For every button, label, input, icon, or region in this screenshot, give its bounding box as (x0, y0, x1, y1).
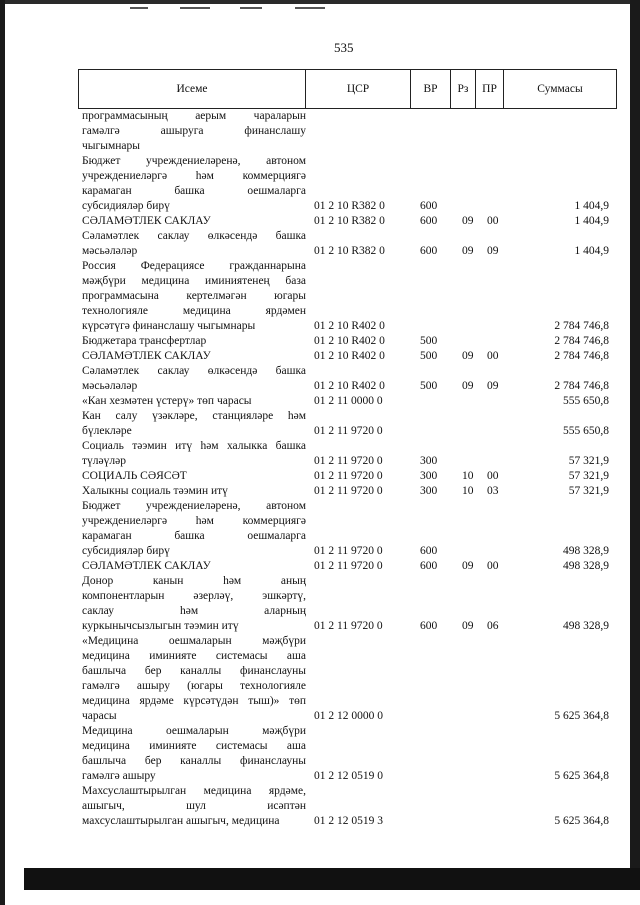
row-name-line: мәҗбүри медицина иминиятенең база (82, 275, 306, 287)
row-vr: 600 (420, 620, 438, 632)
row-csr: 01 2 10 R402 0 (314, 350, 385, 362)
table-row (78, 574, 617, 634)
row-vr: 600 (420, 545, 438, 557)
table-row (78, 499, 617, 559)
row-csr: 01 2 12 0519 0 (314, 770, 383, 782)
row-name-line: башлыча бер каналлы финанслауны (82, 665, 306, 677)
scan-border-left (0, 0, 5, 905)
row-csr: 01 2 10 R382 0 (314, 215, 385, 227)
row-vr: 600 (420, 200, 438, 212)
row-name-line: программасына кертелмәгән югары (82, 290, 306, 302)
table-row (78, 484, 617, 499)
header-vr: ВР (411, 70, 451, 108)
header-pr: ПР (476, 70, 504, 108)
row-vr: 600 (420, 215, 438, 227)
row-values (78, 544, 617, 559)
row-sum: 498 328,9 (563, 545, 609, 557)
row-rz: 09 (462, 215, 474, 227)
row-name-line: Донор канын һәм аның (82, 575, 306, 587)
row-values (78, 559, 617, 574)
row-name-line: медицина иминияте системасы аша (82, 740, 306, 752)
table-header (78, 69, 617, 109)
row-sum: 5 625 364,8 (554, 815, 609, 827)
row-name-line: Медицина оешмаларын мәҗбүри (82, 725, 306, 737)
row-name-line: Социаль тәэмин итү һәм халыкка башка (82, 440, 306, 452)
row-rz: 10 (462, 470, 474, 482)
row-name-line: СӘЛАМӘТЛЕК САКЛАУ (82, 350, 211, 362)
row-values (78, 709, 617, 724)
row-csr: 01 2 10 R402 0 (314, 320, 385, 332)
table-row (78, 229, 617, 259)
row-pr: 00 (487, 350, 499, 362)
row-name-line: компонентларын әзерләү, эшкәртү, (82, 590, 306, 602)
scan-border-bottom (24, 868, 640, 890)
row-sum: 555 650,8 (563, 425, 609, 437)
scan-border-right (630, 0, 640, 868)
header-sum: Суммасы (537, 83, 583, 95)
row-vr: 500 (420, 350, 438, 362)
table-row (78, 109, 617, 154)
row-values (78, 349, 617, 364)
table-row (78, 394, 617, 409)
row-values (78, 394, 617, 409)
row-rz: 10 (462, 485, 474, 497)
row-name-line: СӘЛАМӘТЛЕК САКЛАУ (82, 560, 211, 572)
row-sum: 1 404,9 (574, 215, 609, 227)
row-sum: 57 321,9 (568, 470, 609, 482)
row-name-line: программасының аерым чараларын (82, 110, 306, 122)
row-values (78, 244, 617, 259)
row-sum: 2 784 746,8 (554, 380, 609, 392)
row-name-line: мәсьәләләр (82, 245, 138, 257)
header-csr: ЦСР (306, 70, 411, 108)
table-row (78, 439, 617, 469)
row-sum: 2 784 746,8 (554, 350, 609, 362)
table-row (78, 349, 617, 364)
row-rz: 09 (462, 560, 474, 572)
row-values (78, 469, 617, 484)
row-csr: 01 2 10 R402 0 (314, 335, 385, 347)
row-name-line: карамаган башка оешмаларга (82, 185, 306, 197)
row-csr: 01 2 10 R382 0 (314, 200, 385, 212)
row-csr: 01 2 11 9720 0 (314, 470, 383, 482)
row-csr: 01 2 11 9720 0 (314, 455, 383, 467)
row-name-line: Халыкны социаль тәэмин итү (82, 485, 228, 497)
row-pr: 09 (487, 380, 499, 392)
row-name-line: мәсьәләләр (82, 380, 138, 392)
table-row (78, 214, 617, 229)
row-csr: 01 2 11 0000 0 (314, 395, 383, 407)
row-name-line: Бюджетара трансфертлар (82, 335, 207, 347)
table-row (78, 784, 617, 829)
table-row (78, 259, 617, 334)
row-csr: 01 2 12 0519 3 (314, 815, 383, 827)
row-vr: 300 (420, 470, 438, 482)
table-body (78, 109, 617, 829)
row-name-line: түләүләр (82, 455, 126, 467)
row-vr: 500 (420, 335, 438, 347)
table-row (78, 364, 617, 394)
row-values (78, 424, 617, 439)
row-name-line: учреждениеләргә һәм коммерциягә (82, 515, 306, 527)
row-csr: 01 2 11 9720 0 (314, 485, 383, 497)
row-values (78, 214, 617, 229)
row-name-line: медицина иминияте системасы аша (82, 650, 306, 662)
row-name-line: медицина ярдәме күрсәтүдән тыш)» төп (82, 695, 306, 707)
row-name-line: бүлекләре (82, 425, 132, 437)
table-row (78, 334, 617, 349)
row-name-line: Бюджет учреждениеләренә, автоном (82, 155, 306, 167)
row-sum: 5 625 364,8 (554, 770, 609, 782)
row-name-line: башлыча бер каналлы финанслауны (82, 755, 306, 767)
row-name-line: Россия Федерациясе гражданнарына (82, 260, 306, 272)
row-name-line: ашыгыч, шул исәптән (82, 800, 306, 812)
row-sum: 1 404,9 (574, 245, 609, 257)
row-pr: 09 (487, 245, 499, 257)
row-name-line: күрсәтүгә финанслашу чыгымнары (82, 320, 256, 332)
row-pr: 00 (487, 560, 499, 572)
row-csr: 01 2 10 R382 0 (314, 245, 385, 257)
row-values (78, 334, 617, 349)
row-rz: 09 (462, 350, 474, 362)
row-values (78, 199, 617, 214)
row-name-line: гамәлгә ашыру (82, 770, 156, 782)
row-sum: 2 784 746,8 (554, 320, 609, 332)
row-name-line: гамәлгә ашыруга финанслашу (82, 125, 306, 137)
row-vr: 500 (420, 380, 438, 392)
row-name-line: СӘЛАМӘТЛЕК САКЛАУ (82, 215, 211, 227)
header-name: Исеме (79, 70, 306, 108)
header-rz: Рз (451, 70, 476, 108)
row-sum: 1 404,9 (574, 200, 609, 212)
row-values (78, 814, 617, 829)
row-name-line: Бюджет учреждениеләренә, автоном (82, 500, 306, 512)
row-name-line: субсидияләр бирү (82, 545, 170, 557)
page-number: 535 (334, 40, 354, 55)
table-row (78, 634, 617, 724)
row-sum: 57 321,9 (568, 485, 609, 497)
row-values (78, 379, 617, 394)
scan-noise-marks (10, 4, 330, 12)
row-name-line: Сәламәтлек саклау өлкәсендә башка (82, 365, 306, 377)
row-pr: 00 (487, 470, 499, 482)
row-pr: 00 (487, 215, 499, 227)
row-name-line: «Кан хезмәтен үстерү» төп чарасы (82, 395, 252, 407)
row-name-line: субсидияләр бирү (82, 200, 170, 212)
table-row (78, 724, 617, 784)
row-values (78, 769, 617, 784)
table-row (78, 409, 617, 439)
row-sum: 2 784 746,8 (554, 335, 609, 347)
table-row (78, 154, 617, 214)
row-rz: 09 (462, 380, 474, 392)
row-sum: 498 328,9 (563, 560, 609, 572)
table-row (78, 559, 617, 574)
row-rz: 09 (462, 620, 474, 632)
row-name-line: Кан салу үзәкләре, станцияләре һәм (82, 410, 306, 422)
row-rz: 09 (462, 245, 474, 257)
row-name-line: технологияле медицина ярдәмен (82, 305, 306, 317)
row-name-line: Махсуслаштырылган медицина ярдәме, (82, 785, 306, 797)
row-vr: 600 (420, 245, 438, 257)
row-csr: 01 2 11 9720 0 (314, 620, 383, 632)
row-vr: 300 (420, 485, 438, 497)
row-csr: 01 2 11 9720 0 (314, 545, 383, 557)
table-row (78, 469, 617, 484)
row-values (78, 484, 617, 499)
row-vr: 600 (420, 560, 438, 572)
row-values (78, 454, 617, 469)
row-csr: 01 2 10 R402 0 (314, 380, 385, 392)
row-name-line: СОЦИАЛЬ СӘЯСӘТ (82, 470, 187, 482)
row-values (78, 619, 617, 634)
row-sum: 555 650,8 (563, 395, 609, 407)
row-sum: 5 625 364,8 (554, 710, 609, 722)
row-name-line: чыгымнары (82, 140, 140, 152)
row-values (78, 319, 617, 334)
row-name-line: махсуслаштырылган ашыгыч, медицина (82, 815, 280, 827)
row-name-line: Сәламәтлек саклау өлкәсендә башка (82, 230, 306, 242)
row-name-line: чарасы (82, 710, 117, 722)
row-values (78, 139, 617, 154)
row-csr: 01 2 12 0000 0 (314, 710, 383, 722)
row-name-line: учреждениеләргә һәм коммерциягә (82, 170, 306, 182)
row-name-line: карамаган башка оешмаларга (82, 530, 306, 542)
row-name-line: гамәлгә ашыру (югары технологияле (82, 680, 306, 692)
row-name-line: «Медицина оешмаларын мәҗбүри (82, 635, 306, 647)
row-csr: 01 2 11 9720 0 (314, 425, 383, 437)
row-pr: 06 (487, 620, 499, 632)
row-sum: 498 328,9 (563, 620, 609, 632)
row-name-line: саклау һәм аларның (82, 605, 306, 617)
row-name-line: куркынычсызлыгын тәэмин итү (82, 620, 239, 632)
row-pr: 03 (487, 485, 499, 497)
row-vr: 300 (420, 455, 438, 467)
budget-table (78, 69, 617, 829)
row-csr: 01 2 11 9720 0 (314, 560, 383, 572)
row-sum: 57 321,9 (568, 455, 609, 467)
